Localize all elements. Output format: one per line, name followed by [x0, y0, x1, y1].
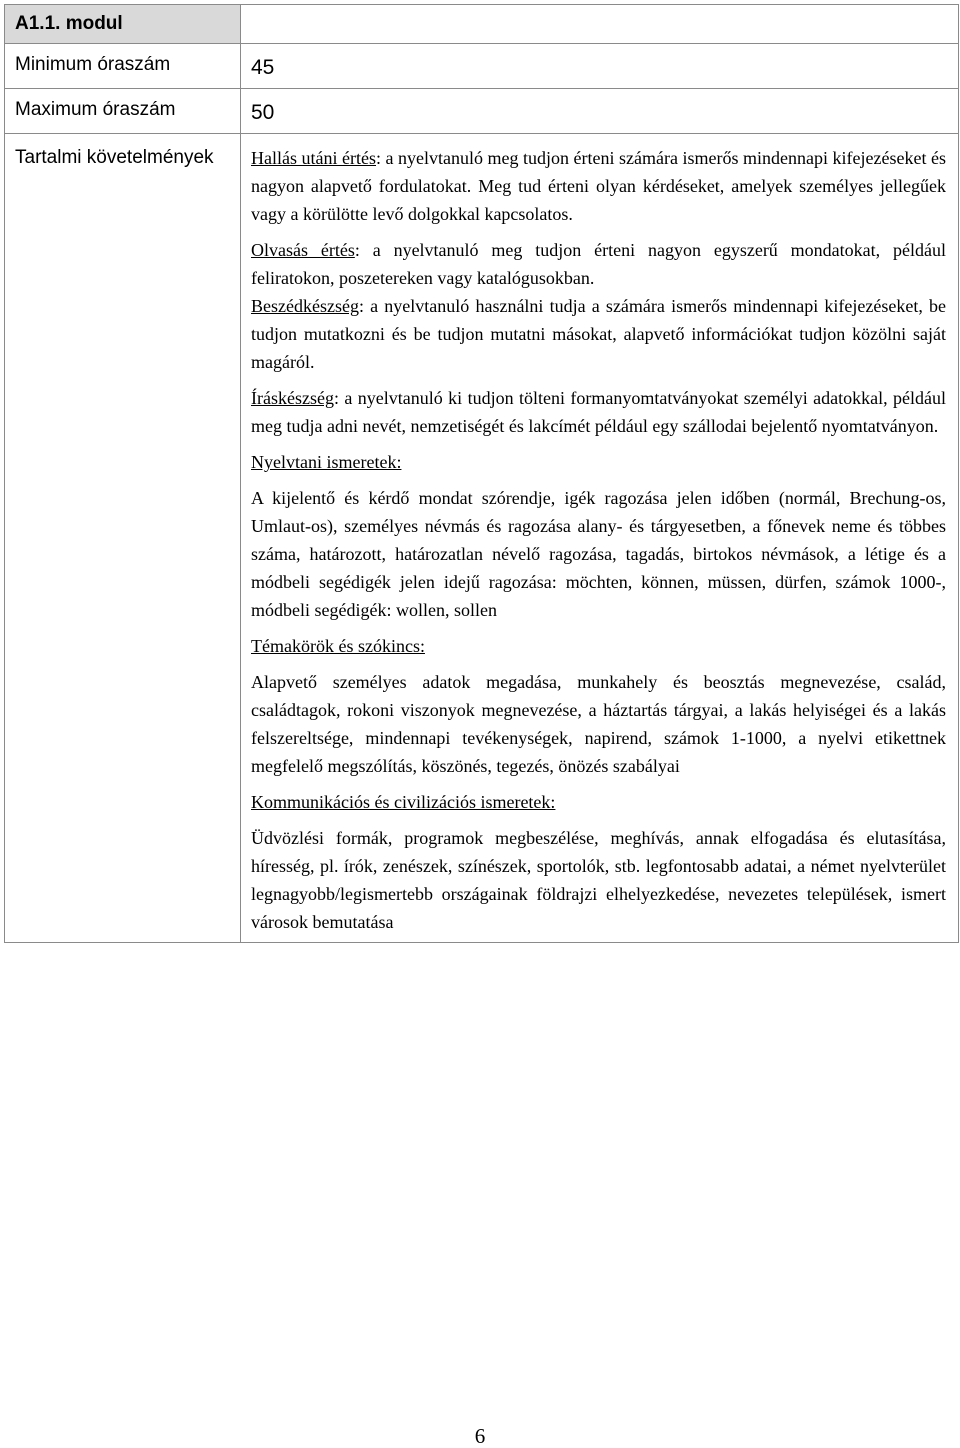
module-title-cell: [5, 5, 241, 44]
topics-heading: Témakörök és szókincs:: [251, 636, 425, 656]
page-number: 6: [474, 1424, 486, 1448]
communication-heading-paragraph: [251, 788, 946, 816]
grammar-text: A kijelentő és kérdő mondat szórendje, igék ragozása jelen időben (normál, Brechung-os, Umlaut-os), személyes névmás és ragozása alany- és tárgyesetben, a főnevek neme és többes száma, határozott, határozatlan névelő ragozása, tagadás, birtokos névmások, a létige és a módbeli segédigék jelen idejű ragozása: möchten, können, müssen, dürfen, számok 1000-, módbeli segédigék: wollen, sollen: [251, 488, 946, 620]
writing-paragraph: [251, 384, 946, 440]
writing-heading: Íráskészség: [251, 388, 334, 408]
content-requirements-label: Tartalmi követelmények: [15, 147, 214, 168]
minimum-hours-label: Minimum óraszám: [15, 54, 171, 75]
grammar-heading: Nyelvtani ismeretek:: [251, 452, 402, 472]
listening-paragraph: [251, 144, 946, 228]
content-requirements-row: [5, 134, 959, 943]
listening-text: : a nyelvtanuló meg tudjon érteni számára ismerős mindennapi kifejezéseket és nagyon alapvető fordulatokat. Meg tud érteni olyan kérdéseket, amelyek személyes jellegűek vagy a körülötte levő dolgokkal kapcsolatos.: [251, 148, 946, 224]
module-title: A1.1. modul: [15, 13, 123, 34]
maximum-hours-value: 50: [251, 101, 275, 124]
reading-heading: Olvasás értés: [251, 240, 355, 260]
content-requirements-body: [241, 134, 958, 942]
reading-paragraph: [251, 236, 946, 292]
speaking-paragraph: [251, 292, 946, 376]
minimum-hours-row: [5, 44, 959, 89]
maximum-hours-row: [5, 89, 959, 134]
reading-text: : a nyelvtanuló meg tudjon érteni nagyon egyszerű mondatokat, például feliratokon, poszetereken vagy katalógusokban.: [251, 240, 947, 288]
module-header-row: [5, 5, 959, 44]
listening-heading: Hallás utáni értés: [251, 148, 376, 168]
module-table: [4, 4, 959, 943]
writing-text: : a nyelvtanuló ki tudjon tölteni formanyomtatványokat személyi adatokkal, például meg tudja adni nevét, nemzetiségét és lakcímét például egy szállodai bejelentő nyomtatványon.: [251, 388, 946, 436]
minimum-hours-value: 45: [251, 56, 275, 79]
speaking-heading: Beszédkészség: [251, 296, 359, 316]
module-header-empty-cell: [241, 5, 959, 44]
communication-text: Üdvözlési formák, programok megbeszélése, meghívás, annak elfogadása és elutasítása, híresség, pl. írók, zenészek, színészek, sportolók, stb. legfontosabb adatai, a német nyelvterület legnagyobb/legismertebb országainak földrajzi elhelyezkedése, nevezetes települések, ismert városok bemutatása: [251, 828, 946, 932]
speaking-text: : a nyelvtanuló használni tudja a számára ismerős mindennapi kifejezéseket, be tudjon mutatkozni és be tudjon mutatni másokat, alapvető információkat tudjon közölni saját magáról.: [251, 296, 946, 372]
communication-heading: Kommunikációs és civilizációs ismeretek:: [251, 792, 556, 812]
topics-heading-paragraph: [251, 632, 946, 660]
maximum-hours-label: Maximum óraszám: [15, 99, 176, 120]
topics-text: Alapvető személyes adatok megadása, munkahely és beosztás megnevezése, család, családtagok, rokoni viszonyok megnevezése, a háztartás tárgyai, a lakás helyiségei és a lakás felszereltsége, mindennapi tevékenységek, napirend, számok 1-1000, a nyelvi etikettnek megfelelő megszólítás, köszönés, tegezés, önözés szabályai: [251, 672, 946, 776]
grammar-heading-paragraph: [251, 448, 946, 476]
